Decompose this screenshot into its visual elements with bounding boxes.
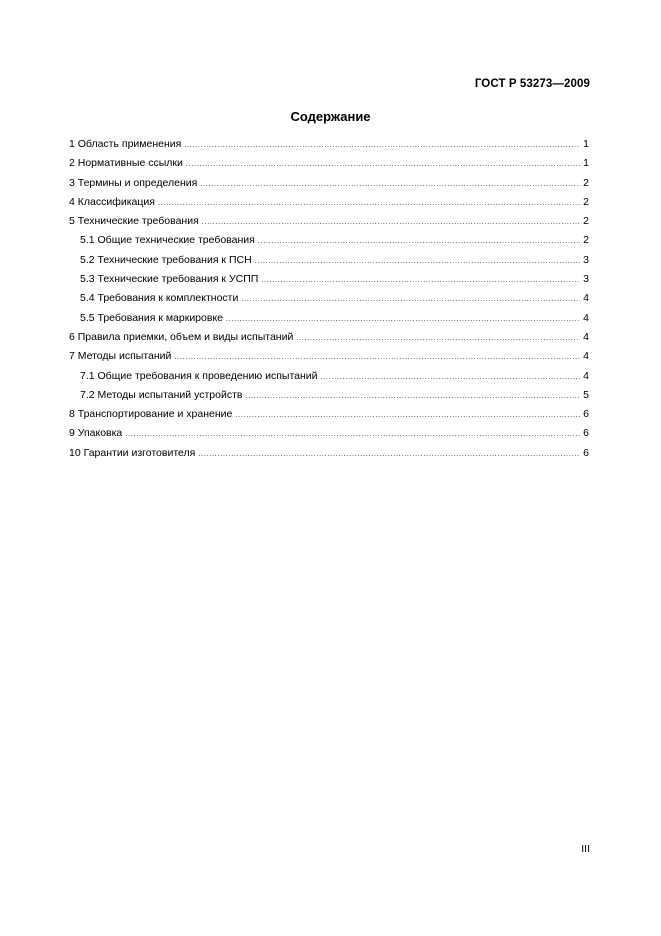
toc-dot-leader — [184, 136, 580, 155]
toc-entry-page: 1 — [583, 138, 589, 150]
toc-dot-leader — [200, 175, 580, 194]
toc-entry[interactable] — [69, 367, 589, 386]
toc-entry-page: 6 — [583, 408, 589, 421]
toc-entry-page: 4 — [583, 311, 589, 324]
toc-entry-label: 6 Правила приемки, объем и виды испытаний — [69, 330, 294, 343]
toc-entry-page: 1 — [583, 157, 589, 170]
toc-dot-leader — [241, 290, 580, 309]
table-of-contents — [69, 135, 589, 463]
toc-entry[interactable] — [69, 347, 589, 366]
toc-entry[interactable] — [69, 424, 589, 443]
toc-entry-label: 2 Нормативные ссылки — [69, 157, 183, 170]
toc-entry-label: 3 Термины и определения — [69, 176, 198, 189]
toc-dot-leader — [261, 271, 580, 290]
toc-entry-label: 8 Транспортирование и хранение — [69, 408, 233, 421]
toc-dot-leader — [158, 194, 580, 213]
toc-entry-label: 5.5 Требования к маркировке — [80, 311, 223, 324]
toc-dot-leader — [245, 387, 580, 406]
toc-entry-label: 5.3 Технические требования к УСПП — [80, 273, 259, 286]
toc-dot-leader — [235, 406, 580, 425]
toc-dot-leader — [186, 155, 580, 174]
toc-entry[interactable] — [69, 212, 589, 231]
toc-entry-page: 2 — [583, 215, 589, 228]
toc-entry[interactable] — [69, 328, 589, 347]
toc-entry[interactable] — [69, 193, 589, 212]
toc-dot-leader — [198, 445, 580, 464]
page-number: III — [581, 843, 590, 855]
toc-entry[interactable] — [69, 309, 589, 328]
toc-entry-label: 5.2 Технические требования к ПСН — [80, 253, 252, 266]
toc-entry-label: 1 Область применения — [69, 138, 182, 150]
toc-dot-leader — [258, 232, 580, 251]
document-code: ГОСТ Р 53273—2009 — [474, 78, 590, 90]
toc-dot-leader — [125, 425, 580, 444]
toc-entry-label: 7.2 Методы испытаний устройств — [80, 388, 243, 401]
toc-entry-label: 9 Упаковка — [69, 427, 123, 440]
toc-entry-label: 4 Классификация — [69, 195, 155, 208]
toc-entry[interactable] — [69, 231, 589, 250]
toc-entry[interactable] — [69, 251, 589, 270]
toc-entry[interactable] — [69, 270, 589, 289]
toc-entry-label: 7 Методы испытаний — [69, 350, 172, 363]
toc-entry-page: 6 — [583, 446, 589, 459]
toc-entry-page: 2 — [583, 234, 589, 247]
toc-entry-label: 7.1 Общие требования к проведению испытаний — [80, 369, 318, 382]
toc-entry-page: 5 — [583, 388, 589, 401]
toc-entry-page: 4 — [583, 330, 589, 343]
toc-entry-page: 3 — [583, 273, 589, 286]
toc-entry-label: 5.4 Требования к комплектности — [80, 292, 239, 305]
toc-entry-page: 2 — [583, 176, 589, 189]
toc-entry-page: 2 — [583, 195, 589, 208]
toc-dot-leader — [174, 348, 580, 367]
toc-entry[interactable] — [69, 405, 589, 424]
toc-entry[interactable] — [69, 444, 589, 463]
toc-entry-page: 3 — [583, 253, 589, 266]
toc-entry-label: 5 Технические требования — [69, 215, 199, 228]
toc-entry-page: 4 — [583, 292, 589, 305]
toc-dot-leader — [296, 329, 580, 348]
toc-entry-page: 4 — [583, 369, 589, 382]
toc-dot-leader — [202, 213, 580, 232]
toc-entry-label: 10 Гарантии изготовителя — [69, 446, 196, 459]
toc-entry-label: 5.1 Общие технические требования — [80, 234, 255, 247]
toc-entry[interactable] — [69, 289, 589, 308]
toc-dot-leader — [226, 310, 580, 329]
toc-dot-leader — [255, 252, 581, 271]
toc-entry[interactable] — [69, 174, 589, 193]
toc-entry[interactable] — [69, 154, 589, 173]
toc-entry-page: 6 — [583, 427, 589, 440]
toc-title: Содержание — [290, 109, 371, 124]
toc-entry-page: 4 — [583, 350, 589, 363]
toc-entry[interactable] — [69, 135, 589, 154]
toc-dot-leader — [321, 368, 581, 387]
toc-entry[interactable] — [69, 386, 589, 405]
